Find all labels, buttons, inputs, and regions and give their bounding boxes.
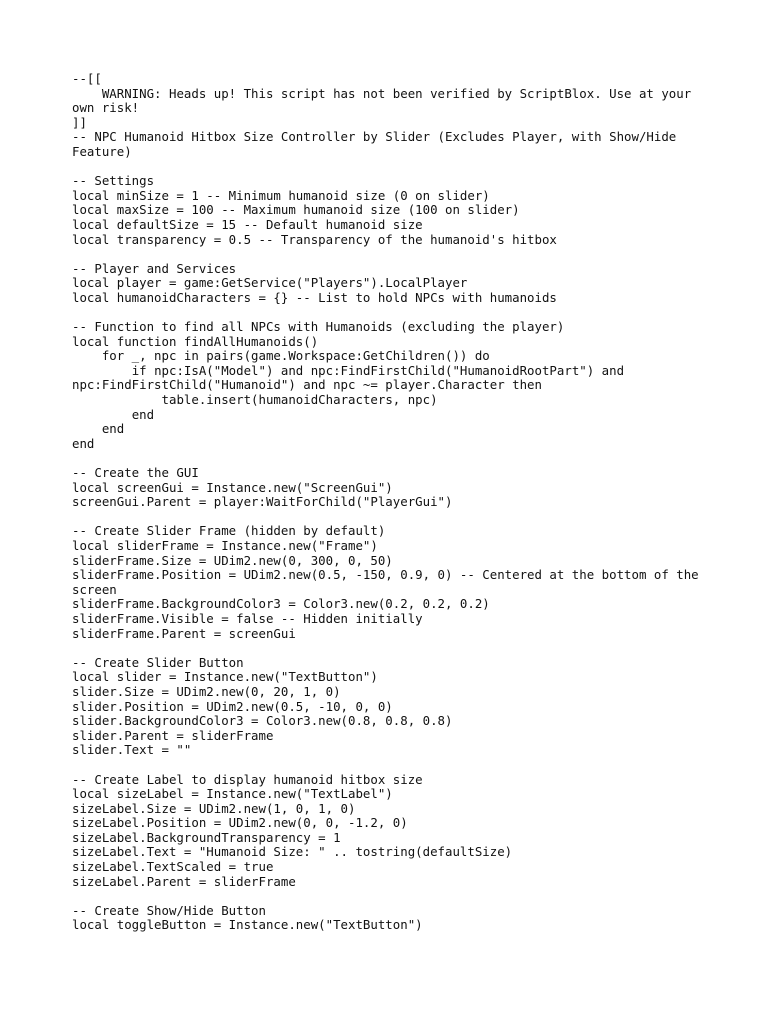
code-line: for _, npc in pairs(game.Workspace:GetChildren()) do [72,348,490,364]
code-line: sizeLabel.Parent = sliderFrame [72,873,296,889]
code-line [72,306,700,321]
code-line: -- NPC Humanoid Hitbox Size Controller by Slider (Excludes Player, with Show/Hide Feature) [72,129,684,159]
code-line: -- Create Slider Frame (hidden by default) [72,523,386,539]
code-line: slider.Position = UDim2.new(0.5, -10, 0, 0) [72,698,393,714]
code-line: ]] [72,114,87,130]
code-line: sliderFrame.Visible = false -- Hidden initially [72,610,423,626]
code-line: local minSize = 1 -- Minimum humanoid size (0 on slider) [72,187,490,203]
code-line: -- Create Show/Hide Button [72,902,266,918]
code-line: end [72,406,155,422]
code-line: -- Function to find all NPCs with Humanoids (excluding the player) [72,319,565,335]
code-line: -- Create Slider Button [72,654,244,670]
code-line [72,510,700,525]
code-line: --[[ [72,71,102,86]
code-line: local maxSize = 100 -- Maximum humanoid size (100 on slider) [72,202,520,218]
code-line [72,641,700,656]
code-line: sliderFrame.Size = UDim2.new(0, 300, 0, 50) [72,552,393,568]
code-line: end [72,435,95,451]
code-line: sizeLabel.Text = "Humanoid Size: " .. tostring(defaultSize) [72,844,513,860]
code-line: local slider = Instance.new("TextButton") [72,669,378,685]
code-line: -- Settings [72,173,155,189]
code-line: local function findAllHumanoids() [72,333,319,349]
code-line [72,758,700,773]
code-line: -- Player and Services [72,260,237,276]
code-line: local screenGui = Instance.new("ScreenGui") [72,479,393,495]
code-line: local defaultSize = 15 -- Default humanoid size [72,216,423,232]
code-line: -- Create Label to display humanoid hitbox size [72,771,423,787]
code-line: if npc:IsA("Model") and npc:FindFirstChild("HumanoidRootPart") and npc:FindFirstChild("Humanoid") and npc ~= player.Character then [72,362,632,393]
code-line: sliderFrame.Position = UDim2.new(0.5, -150, 0.9, 0) -- Centered at the bottom of the screen [72,567,707,597]
code-line: local humanoidCharacters = {} -- List to hold NPCs with humanoids [72,289,557,305]
code-line: local transparency = 0.5 -- Transparency of the humanoid's hitbox [72,231,557,247]
code-line: local sizeLabel = Instance.new("TextLabel") [72,786,393,802]
code-line: screenGui.Parent = player:WaitForChild("PlayerGui") [72,494,453,510]
code-line [72,889,700,904]
code-line: WARNING: Heads up! This script has not been verified by ScriptBlox. Use at your own risk! [72,85,699,116]
code-line: sliderFrame.Parent = screenGui [72,625,296,641]
code-line [72,451,700,466]
code-line: local player = game:GetService("Players").LocalPlayer [72,275,468,291]
code-line: -- Create the GUI [72,465,199,481]
code-line: local toggleButton = Instance.new("TextButton") [72,917,423,933]
code-line: sizeLabel.Position = UDim2.new(0, 0, -1.2, 0) [72,815,408,831]
code-line: local sliderFrame = Instance.new("Frame") [72,538,378,553]
code-line [72,160,700,175]
code-line: sizeLabel.TextScaled = true [72,859,274,875]
code-line: sliderFrame.BackgroundColor3 = Color3.new(0.2, 0.2, 0.2) [72,596,490,612]
code-line: sizeLabel.BackgroundTransparency = 1 [72,829,341,845]
script-code-block [72,71,707,933]
code-line [72,247,700,262]
code-line: slider.BackgroundColor3 = Color3.new(0.8, 0.8, 0.8) [72,713,453,729]
code-line: slider.Size = UDim2.new(0, 20, 1, 0) [72,683,341,699]
code-line: slider.Parent = sliderFrame [72,727,274,743]
code-line: table.insert(humanoidCharacters, npc) [72,392,438,408]
code-line: slider.Text = "" [72,742,192,758]
code-line: end [72,421,125,437]
code-line: sizeLabel.Size = UDim2.new(1, 0, 1, 0) [72,800,356,816]
